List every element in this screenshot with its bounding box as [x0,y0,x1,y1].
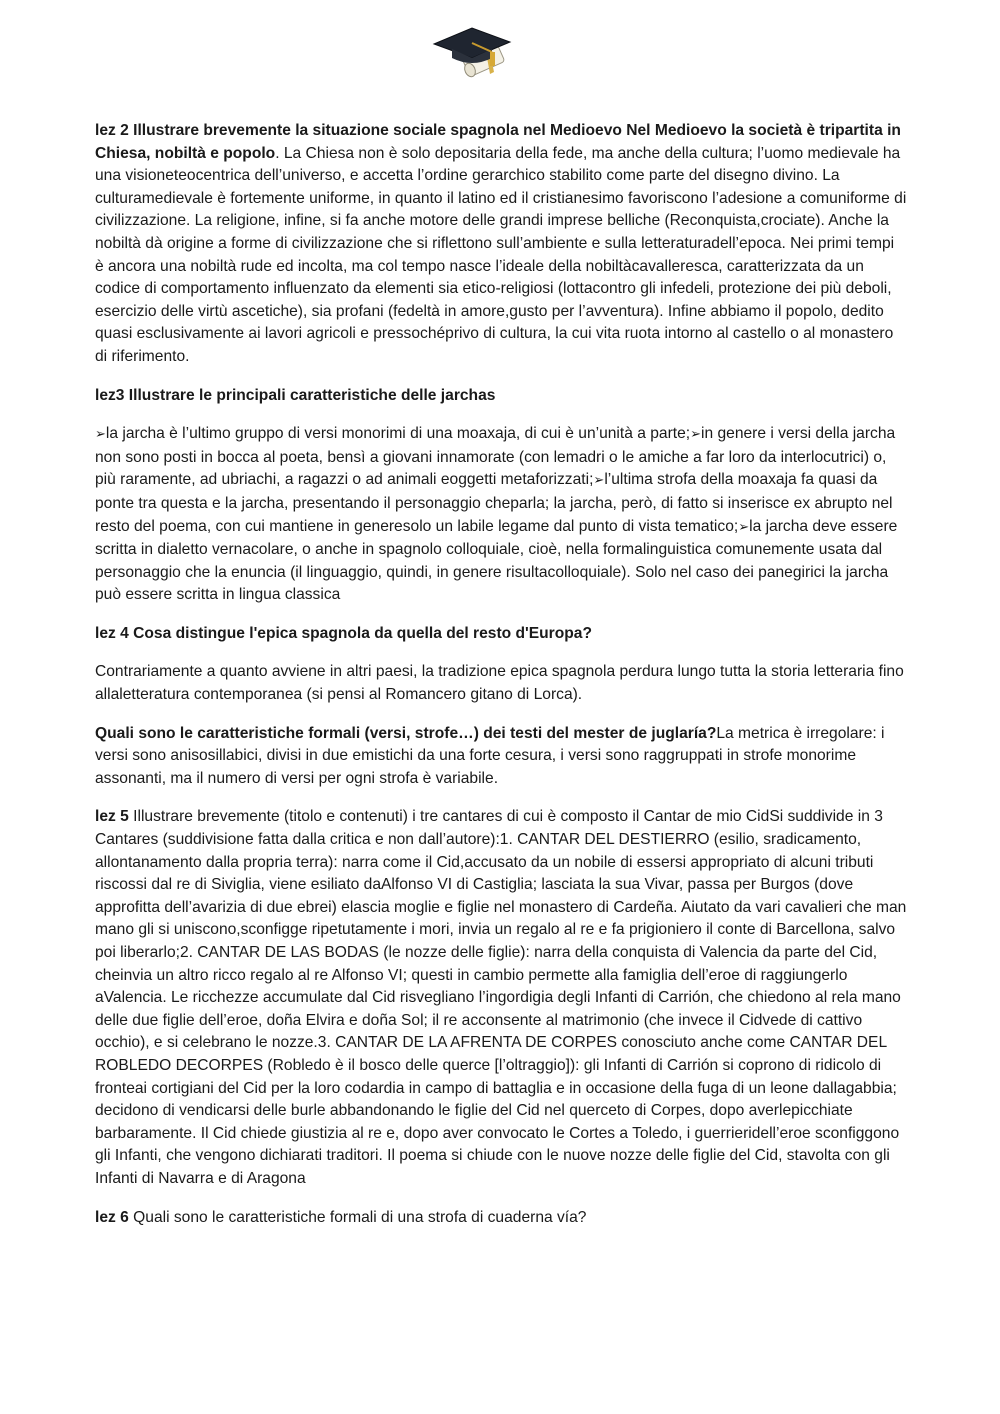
document-body [95,120,907,1245]
lesson-label: lez 5 [95,808,129,826]
bullet-text: la jarcha è l’ultimo gruppo di versi monorimi di una moaxaja, di cui è un’unità a parte; [105,425,691,443]
answer-text: Contrariamente a quanto avviene in altri paesi, la tradizione epica spagnola perdura lungo tutta la storia letteraria fino allaletteratura contemporanea (si pensi al Romancero gitano di Lorca). [95,663,904,704]
section-lez6 [95,1207,907,1230]
arrow-bullet-icon: ➢ [738,519,750,535]
section-juglaria [95,723,907,791]
bullet-text: in genere i versi della jarcha non sono posti in bocca al poeta, bensì a giovani innamorate (con lemadri o le amiche a far loro da interlocutrici) o, più raramente, ad ubriachi, a ragazzi o ad animali eoggetti metaforizzati; [95,425,896,489]
question-title: lez 2 Illustrare brevemente la situazione sociale spagnola nel Medioevo Nel Medioevo la società è tripartita in Chiesa, nobiltà e popolo [95,122,901,162]
arrow-bullet-icon: ➢ [690,427,702,443]
section-lez4-body [95,661,907,706]
bullet-text: l’ultima strofa della moaxaja fa quasi da ponte tra questa e la jarcha, presentando il personaggio cheparla; la jarcha, però, di fatto si inserisce ex abrupto nel resto del poema, con cui mantiene in generesolo un labile legame dal punto di vista tematico; [95,471,893,535]
section-lez4-title [95,623,907,646]
arrow-bullet-icon: ➢ [95,427,106,443]
question-title: lez 4 Cosa distingue l'epica spagnola da quella del resto d'Europa? [95,624,592,642]
question-title: lez3 Illustrare le principali caratteristiche delle jarchas [95,386,496,404]
question-title: Quali sono le caratteristiche formali (versi, strofe…) dei testi del mester de juglaría? [95,724,717,742]
answer-text: . La Chiesa non è solo depositaria della fede, ma anche della cultura; l’uomo medievale ha una visioneteocentrica dell’universo, e accetta l’ordine gerarchico stabilito come parte del disegno divino. La culturamedievale è fortemente uniforme, in quanto il latino ed il cristianesimo favoriscono l’adesione a comuniforme di civilizzazione. La religione, infine, si fa anche motore delle grandi imprese belliche (Reconquista,crociate). Anche la nobiltà dà origine a forme di civilizzazione che si riflettono sull’ambiente e sulla letteraturadell’epoca. Nei primi tempi è ancora una nobiltà rude ed incolta, ma col tempo nasce l’ideale della nobiltàcavalleresca, caratterizzata da un codice di comportamento influenzato da elementi sia etico-religiosi (lottacontro gli infedeli, protezione dei più deboli, esercizio delle virtù ascetiche), sia profani (fedeltà in amore,gusto per l’avventura). Infine abbiamo il popolo, dedito quasi esclusivamente ai lavori agricoli e pressochéprivo di cultura, la cui vita ruota intorno al castello o al monastero di riferimento. [95,144,907,365]
question-text: Quali sono le caratteristiche formali di una strofa di cuaderna vía? [128,1208,587,1226]
section-lez2 [95,120,907,369]
section-lez3-title [95,385,907,408]
bullet-text: la jarcha deve essere scritta in dialetto vernacolare, o anche in spagnolo colloquiale, cioè, nella formalinguistica comunemente usata dal personaggio che la enuncia (il linguaggio, quindi, in genere risultacolloquiale). Solo nel caso dei panegirici la jarcha può essere scritta in lingua classica [95,517,898,604]
lesson-label: lez 6 [95,1208,129,1226]
arrow-bullet-icon: ➢ [593,473,605,489]
answer-text: Illustrare brevemente (titolo e contenuti) i tre cantares di cui è composto il Cantar de mio CidSi suddivide in 3 Cantares (suddivisione fatta dalla critica e non dall’autore):1. CANTAR DEL DESTIERRO (esilio, sradicamento, allontanamento dalla propria terra): narra come il Cid,accusato da un nobile di essersi appropriato di alcuni tributi riscossi dal re di Siviglia, viene esiliato daAlfonso VI di Castiglia; lasciata la sua Vivar, passa per Burgos (dove approfitta dell’avarizia di due ebrei) elascia moglie e figlie nel monastero di Cardeña. Aiutato da vari cavalieri che man mano gli si uniscono,sconfigge ripetutamente i mori, invia un regalo al re e fa prigioniero il conte di Barcellona, salvo poi liberarlo;2. CANTAR DE LAS BODAS (le nozze delle figlie): narra della conquista di Valencia da parte del Cid, cheinvia un altro ricco regalo al re Alfonso VI; questi in cambio permette alla famiglia dell’eroe di raggiungerlo aValencia. Le ricchezze accumulate dal Cid risvegliano l’ingordigia degli Infanti di Carrión, che chiedono al rela mano delle due figlie dell’eroe, doña Elvira e doña Sol; il re acconsente al matrimonio (che invece il Cidvede di cattivo occhio), e si celebrano le nozze.3. CANTAR DE LA AFRENTA DE CORPES conosciuto anche come CANTAR DEL ROBLEDO DECORPES (Robledo è il bosco delle querce [l’oltraggio]): gli Infanti di Carrión si coprono di ridicolo di fronteai cortigiani del Cid per la loro codardia in campo di battaglia e in occasione della fuga di un leone dallagabbia; decidono di vendicarsi delle burle abbandonando le figlie del Cid nel querceto di Corpes, dopo averlepicchiate barbaramente. Il Cid chiede giustizia al re e, dopo aver convocato le Cortes a Toledo, i guerrieridell’eroe sconfiggono gli Infanti, che vengono dichiarati traditori. Il poema si chiude con le nuove nozze delle figlie del Cid, stavolta con gli Infanti di Navarra e di Aragona [95,808,907,1187]
section-lez5 [95,806,907,1190]
answer-text: La metrica è irregolare: i versi sono anisosillabici, divisi in due emistichi da una forte cesura, i versi sono raggruppati in strofe monorime assonanti, ma il numero di versi per ogni strofa è variabile. [95,724,885,787]
section-lez3-body [95,423,907,607]
graduation-cap-diploma-icon [430,22,514,86]
